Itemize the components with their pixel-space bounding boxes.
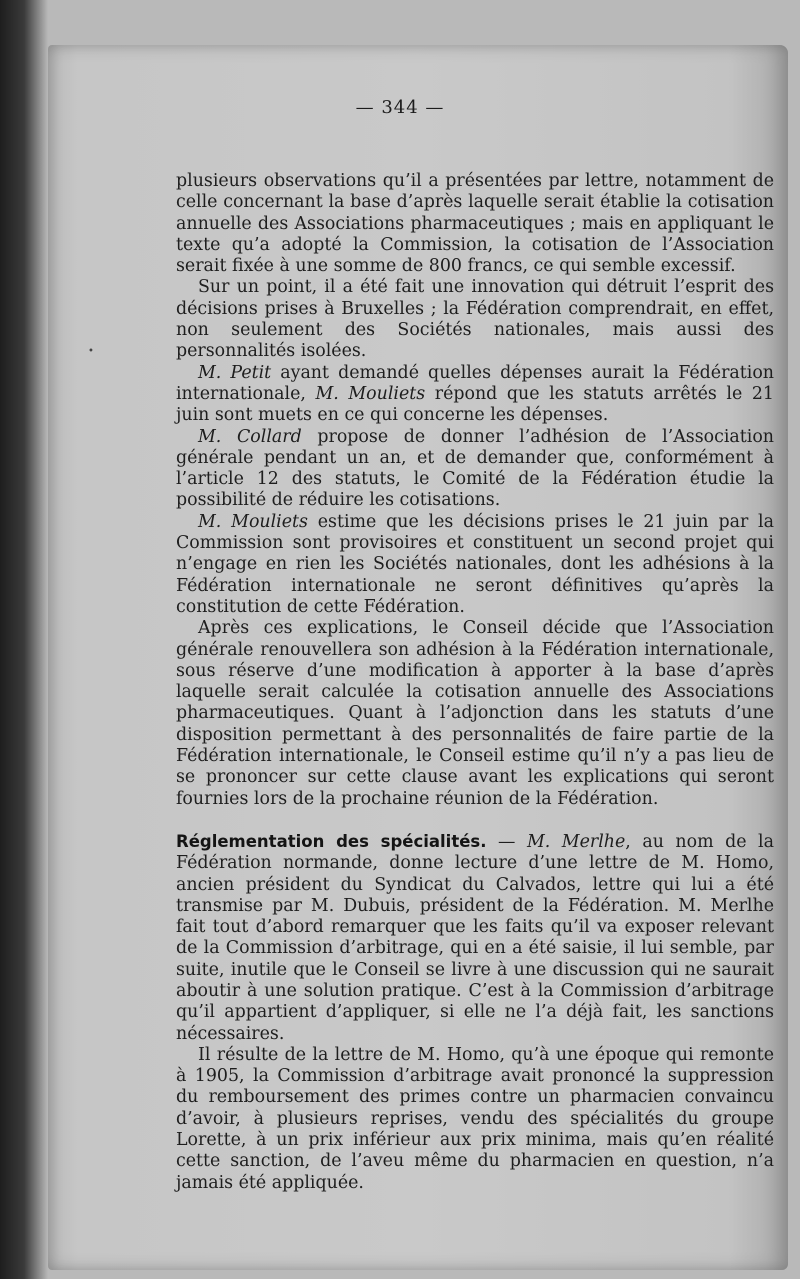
speaker-name: M. Merlhe [526, 831, 626, 852]
paragraph-text: propose de donner l’adhésion de l’Association générale pendant un an, et de demander que, conformément à l’article 12 des statuts, le Comité de la Fédération étudie la possibilité de réduire les cotisations. [176, 426, 774, 511]
paragraph-5 [176, 512, 774, 618]
paragraph-3 [176, 363, 774, 427]
paragraph-2: Sur un point, il a été fait une innovation qui détruit l’esprit des décisions prises à Bruxelles ; la Fédération comprendrait, en effet, non seulement des Sociétés nationales, mais aussi des personnalités isolées. [176, 277, 774, 362]
paragraph-text: ayant demandé quelles dépenses aurait la Fédération internationale, [176, 362, 774, 404]
paragraph-text: répond que les statuts arrêtés le 21 juin sont muets en ce qui concerne les dépenses. [176, 383, 774, 426]
speaker-name: M. Collard [198, 426, 302, 447]
document-body [176, 171, 774, 1194]
paragraph-7 [176, 831, 774, 1045]
paragraph-6: Après ces explications, le Conseil décide que l’Association générale renouvellera son adhésion à la Fédération internationale, sous réserve d’une modification à apporter à la base d’après laquelle serait calculée la cotisation annuelle des Associations pharmaceutiques. Quant à l’adjonction dans les statuts d’une disposition permettant à des personnalités de faire partie de la Fédération internationale, le Conseil estime qu’il n’y a pas lieu de se prononcer sur cette clause avant les explications qui seront fournies lors de la prochaine réunion de la Fédération. [176, 618, 774, 809]
speaker-name: M. Mouliets [198, 511, 308, 532]
paragraph-4 [176, 427, 774, 512]
heading-dash: — [486, 831, 527, 852]
paragraph-text: , au nom de la Fédération normande, donne lecture d’une lettre de M. Homo, ancien président du Syndicat du Calvados, lettre qui lui a été transmise par M. Dubuis, président de la Fédération. M. Merlhe fait tout d’abord remarquer que les faits qu’il va exposer relevant de la Commission d’arbitrage, qui en a été saisie, il lui semble, par suite, inutile que le Conseil se livre à une discussion qui ne saurait aboutir à une solution pratique. C’est à la Commission d’arbitrage qu’il appartient d’appliquer, si elle ne l’a déjà fait, les sanctions nécessaires. [176, 831, 774, 1044]
speaker-name: M. Mouliets [315, 383, 426, 404]
paragraph-8: Il résulte de la lettre de M. Homo, qu’à une époque qui remonte à 1905, la Commission d’arbitrage avait prononcé la suppression du remboursement des primes contre un pharmacien convaincu d’avoir, à plusieurs reprises, vendu des spécialités du groupe Lorette, à un prix inférieur aux prix minima, mais qu’en réalité cette sanction, de l’aveu même du pharmacien en question, n’a jamais été appliquée. [176, 1044, 774, 1193]
speaker-name: M. Petit [198, 362, 272, 383]
margin-mark: • [88, 346, 94, 357]
paragraph-text: estime que les décisions prises le 21 juin par la Commission sont provisoires et constituent un second projet qui n’engage en rien les Sociétés nationales, dont les adhésions à la Fédération internationale ne seront définitives qu’après la constitution de cette Fédération. [176, 511, 774, 617]
paragraph-1: plusieurs observations qu’il a présentées par lettre, notamment de celle concernant la base d’après laquelle serait établie la cotisation annuelle des Associations pharmaceutiques ; mais en appliquant le texte qu’a adopté la Commission, la cotisation de l’Association serait fixée à une somme de 800 francs, ce qui semble excessif. [176, 171, 774, 277]
section-heading: Réglementation des spécialités. [176, 831, 487, 851]
page-number: — 344 — [355, 97, 445, 118]
